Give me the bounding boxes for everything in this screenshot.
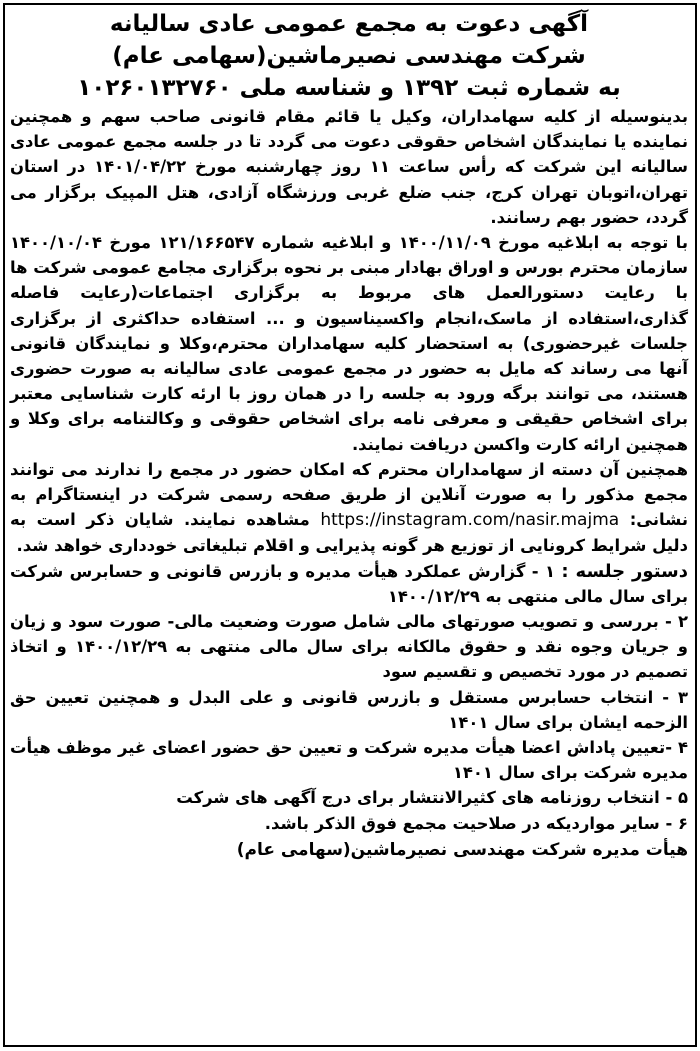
registration-info: به شماره ثبت ۱۳۹۲ و شناسه ملی ۱۰۲۶۰۱۳۲۷۶۰ [77,75,621,101]
notice-title: آگهی دعوت به مجمع عمومی عادی سالیانه [109,11,589,37]
invitation-paragraph: بدینوسیله از کلیه سهامداران، وکیل یا قائم مقام قانونی صاحب سهم و همچنین نماینده یا نمایندگان اشخاص حقوقی دعوت می گردد تا در جلسه مجمع عمومی عادی سالیانه این شرکت که رأس ساعت ۱۱ روز چهارشنبه مورخ ۱۴۰۱/۰۴/۲۲ در استان تهران،اتوبان تهران کرج، جنب ضلع غربی ورزشگاه آزادی، هتل المپیک برگزار می گردد، حضور بهم رسانند. [10,107,688,227]
agenda-item-5: ۵ - انتخاب روزنامه های کثیرالانتشار برای درج آگهی های شرکت [176,788,688,808]
notice-content [10,8,688,864]
company-name: شرکت مهندسی نصیرماشین(سهامی عام) [112,43,586,69]
agenda-item-4: ۴ -تعیین پاداش اعضا هیأت مدیره شرکت و تعیین حق حضور اعضای غیر موظف هیأت مدیره شرکت برای سال ۱۴۰۱ [10,738,688,783]
agenda-item-3: ۳ - انتخاب حسابرس مستقل و بازرس قانونی و علی البدل و همچنین تعیین حق الزحمه ایشان برای سال ۱۴۰۱ [10,687,688,732]
board-signature: هیأت مدیره شرکت مهندسی نصیرماشین(سهامی عام) [236,839,688,860]
online-attendance-paragraph [10,457,688,559]
agenda-item-1 [10,559,688,609]
online-attendance-text-end: مشاهده نمایند. شایان ذکر است به دلیل شرایط کرونایی از توزیع هر گونه پذیرایی و اقلام تبلیغاتی خودداری خواهد شد. [10,510,688,556]
agenda-item-2: ۲ - بررسی و تصویب صورتهای مالی شامل صورت وضعیت مالی- صورت سود و زیان و جریان وجوه نقد و حقوق مالکانه برای سال مالی منتهی به ۱۴۰۰/۱۲/۲۹ و اتخاذ تصمیم در مورد تخصیص و تقسیم سود [10,612,688,682]
agenda-heading: دستور جلسه : [561,560,688,582]
instagram-link[interactable]: https://instagram.com/nasir.majma [320,510,620,531]
agenda-item-1-text: ۱ - گزارش عملکرد هیأت مدیره و بازرس قانونی و حسابرس شرکت برای سال مالی منتهی به ۱۴۰۰/۱۲/۲۹ [10,561,688,606]
online-attendance-text: همچنین آن دسته از سهامداران محترم که امکان حضور در مجمع را ندارند می توانند مجمع مذکور را به صورت آنلاین از طریق صفحه رسمی شرکت در اینستاگرام به نشانی: [10,459,688,530]
attendance-rules-paragraph: با توجه به ابلاغیه مورخ ۱۴۰۰/۱۱/۰۹ و ابلاغیه شماره ۱۲۱/۱۶۶۵۴۷ مورخ ۱۴۰۰/۱۰/۰۴ سازمان محترم بورس و اوراق بهادار مبنی بر نحوه برگزاری مجامع عمومی شرکت ها با رعایت دستورالعمل های مربوط به برگزاری اجتماعات(رعایت فاصله گذاری،استفاده از ماسک،انجام واکسیناسیون و ... استفاده حداکثری از برگزاری جلسات غیرحضوری) به استحضار کلیه سهامداران محترم،وکلا و نمایندگان قانونی آنها می رساند که مایل به حضور در مجمع عمومی عادی سالیانه به صورت حضوری هستند، می توانند برگه ورود به جلسه را در همان روز با ارئه کارت شناسایی معتبر برای اشخاص حقیقی و معرفی نامه برای اشخاص حقوقی و وکالتنامه برای وکلا و همچنین ارائه کارت واکسن دریافت نمایند. [10,233,688,454]
agenda-item-6: ۶ - سایر مواردیکه در صلاحیت مجمع فوق الذکر باشد. [264,813,688,833]
